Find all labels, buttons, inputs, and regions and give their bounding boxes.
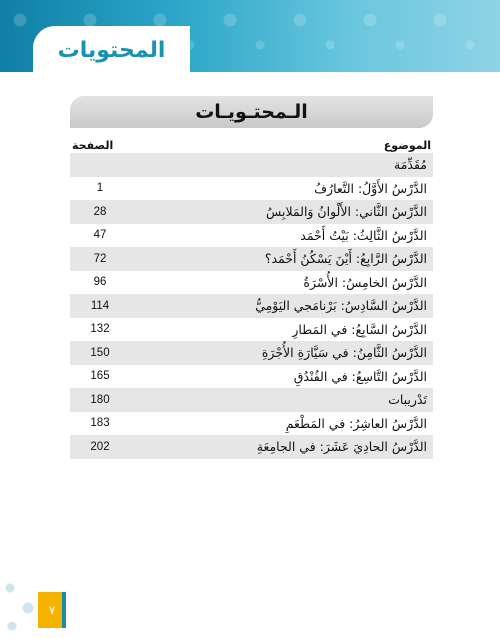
row-title: الدَّرْسُ الخامِسُ: الأُسْرَةُ [303, 274, 427, 290]
table-row [70, 341, 433, 365]
table-row [70, 435, 433, 459]
table-of-contents [70, 137, 433, 459]
row-title: مُقَدِّمَة [394, 157, 427, 173]
table-row [70, 365, 433, 389]
row-page: 96 [93, 276, 107, 289]
table-row [70, 224, 433, 248]
section-title: الـمحتـويـات [195, 101, 308, 123]
row-title: الدَّرْسُ السَّادِسُ: بَرْنامَجي اليَوْمِيُّ [255, 298, 427, 314]
page-number: ٧ [48, 603, 56, 617]
table-row [70, 412, 433, 436]
row-page: 132 [90, 323, 110, 336]
section-title-bar [70, 96, 433, 128]
table-row [70, 294, 433, 318]
topic-column-header: الموضوع [383, 138, 431, 152]
row-title: الدَّرْسُ الثَّالِثُ: بَيْتُ أَحْمَد [300, 227, 427, 243]
corner-ornament [0, 578, 40, 638]
table-row [70, 200, 433, 224]
header-title: المحتويات [57, 37, 166, 63]
row-page: 47 [93, 229, 107, 242]
row-title: الدَّرْسُ السَّابِعُ: في المَطارِ [292, 321, 427, 337]
row-title: الدَّرْسُ العاشِرُ: في المَطْعَمِ [285, 415, 427, 431]
table-row [70, 271, 433, 295]
row-page: 180 [90, 393, 110, 406]
row-page: 1 [96, 182, 104, 195]
row-title: الدَّرْسُ الأَوَّلُ: التَّعارُفُ [314, 180, 427, 196]
row-title: الدَّرْسُ التَّاسِعُ: في الفُنْدُقِ [293, 368, 427, 384]
table-row [70, 318, 433, 342]
page-column-header: الصفحة [72, 138, 114, 152]
row-title: الدَّرْسُ الحادِيَ عَشَرَ: في الجامِعَةِ [256, 439, 427, 455]
row-page: 72 [93, 252, 107, 265]
row-page: 165 [90, 370, 110, 383]
row-title: الدَّرْسُ الثَّامِنُ: في سَيَّارَةِ الأُجْرَةِ [261, 345, 427, 361]
row-title: الدَّرْسُ الثَّاني: الأَلْوانُ وَالمَلابِسُ [266, 204, 427, 220]
row-page: 183 [90, 417, 110, 430]
table-header [70, 137, 433, 153]
row-page: 114 [90, 299, 110, 312]
row-title: تَدْريبات [388, 392, 427, 408]
page-tab-edge [62, 592, 66, 628]
table-row [70, 388, 433, 412]
row-page: 202 [90, 440, 110, 453]
table-row [70, 153, 433, 177]
table-row [70, 177, 433, 201]
table-row [70, 247, 433, 271]
row-page: 150 [90, 346, 110, 359]
row-title: الدَّرْسُ الرَّابِعُ: أَيْنَ يَسْكُنُ أَحْمَد؟ [264, 251, 427, 267]
row-page: 28 [93, 205, 107, 218]
header-tab [33, 26, 190, 74]
